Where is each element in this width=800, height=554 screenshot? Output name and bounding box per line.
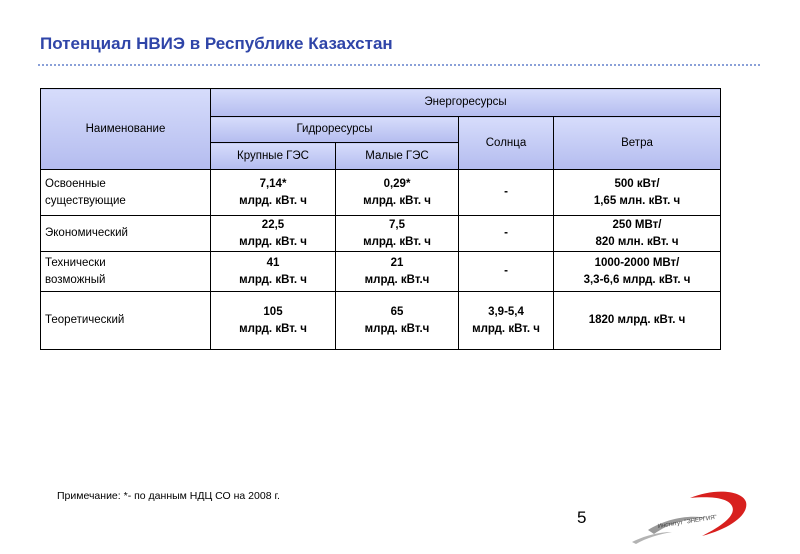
header-small-hpp: Малые ГЭС [336, 143, 459, 170]
solar-line2: млрд. кВт. ч [472, 322, 540, 335]
wind-line1: 1000-2000 МВт/ [594, 256, 680, 269]
large-hpp-line1: 22,5 [261, 218, 285, 231]
table-cell-large [211, 170, 336, 216]
slide-title: Потенциал НВИЭ в Республике Казахстан [40, 34, 393, 53]
small-hpp-line2: млрд. кВт.ч [364, 273, 430, 286]
header-large-hpp: Крупные ГЭС [211, 143, 336, 170]
footnote: Примечание: *- по данным НДЦ СО на 2008 г. [57, 490, 280, 502]
header-name: Наименование [41, 89, 211, 170]
title-divider [38, 64, 760, 66]
table-cell-small [336, 252, 459, 292]
large-hpp-line1: 105 [263, 305, 283, 318]
table-cell-solar [459, 216, 554, 252]
row-label-line1: Освоенные [45, 177, 106, 190]
energy-potential-table [40, 88, 721, 350]
large-hpp-line2: млрд. кВт. ч [239, 194, 307, 207]
small-hpp-line1: 0,29* [383, 177, 411, 190]
table-row [41, 292, 721, 350]
small-hpp-line2: млрд. кВт.ч [364, 322, 430, 335]
large-hpp-line2: млрд. кВт. ч [239, 235, 307, 248]
solar-line1: - [504, 265, 508, 277]
row-label-line2: возможный [45, 273, 106, 286]
table-cell-large [211, 292, 336, 350]
table-cell-wind [554, 216, 721, 252]
wind-line2: 3,3-6,6 млрд. кВт. ч [583, 273, 691, 286]
logo-text: Институт "ЭНЕРГИЯ" [657, 514, 718, 530]
table-cell-small [336, 292, 459, 350]
table-cell-wind [554, 170, 721, 216]
logo-swoosh-gray-lower [632, 532, 672, 544]
small-hpp-line2: млрд. кВт. ч [363, 235, 431, 248]
row-label-line1: Экономический [45, 227, 128, 239]
table-row [41, 252, 721, 292]
header-solar: Солнца [459, 117, 554, 170]
solar-line1: 3,9-5,4 [488, 305, 524, 318]
table-cell-label [41, 216, 211, 252]
table-cell-small [336, 170, 459, 216]
logo-swoosh-red [690, 492, 746, 536]
table-row [41, 170, 721, 216]
header-energy-resources: Энергоресурсы [211, 89, 721, 117]
wind-line2: 1,65 млн. кВт. ч [593, 194, 681, 207]
institute-logo [628, 484, 758, 546]
row-label-line1: Технически [45, 256, 106, 269]
wind-line1: 250 МВт/ [612, 218, 662, 231]
table-cell-solar [459, 170, 554, 216]
table-cell-large [211, 216, 336, 252]
page-number: 5 [577, 508, 587, 527]
table-cell-label [41, 292, 211, 350]
table-cell-solar [459, 292, 554, 350]
wind-line1: 1820 млрд. кВт. ч [588, 314, 686, 326]
table-cell-label [41, 252, 211, 292]
table-row [41, 216, 721, 252]
table-cell-wind [554, 252, 721, 292]
solar-line1: - [504, 227, 508, 239]
table-cell-solar [459, 252, 554, 292]
small-hpp-line2: млрд. кВт. ч [363, 194, 431, 207]
large-hpp-line2: млрд. кВт. ч [239, 322, 307, 335]
large-hpp-line2: млрд. кВт. ч [239, 273, 307, 286]
table-cell-label [41, 170, 211, 216]
row-label-line1: Теоретический [45, 314, 125, 326]
large-hpp-line1: 41 [266, 256, 280, 269]
solar-line1: - [504, 186, 508, 198]
table-cell-large [211, 252, 336, 292]
table-cell-wind [554, 292, 721, 350]
table-cell-small [336, 216, 459, 252]
row-label-line2: существующие [45, 194, 126, 207]
header-hydro-resources: Гидроресурсы [211, 117, 459, 143]
header-wind: Ветра [554, 117, 721, 170]
wind-line1: 500 кВт/ [614, 177, 660, 190]
small-hpp-line1: 21 [390, 256, 404, 269]
small-hpp-line1: 7,5 [389, 218, 405, 231]
small-hpp-line1: 65 [390, 305, 404, 318]
wind-line2: 820 млн. кВт. ч [595, 235, 679, 248]
large-hpp-line1: 7,14* [259, 177, 287, 190]
